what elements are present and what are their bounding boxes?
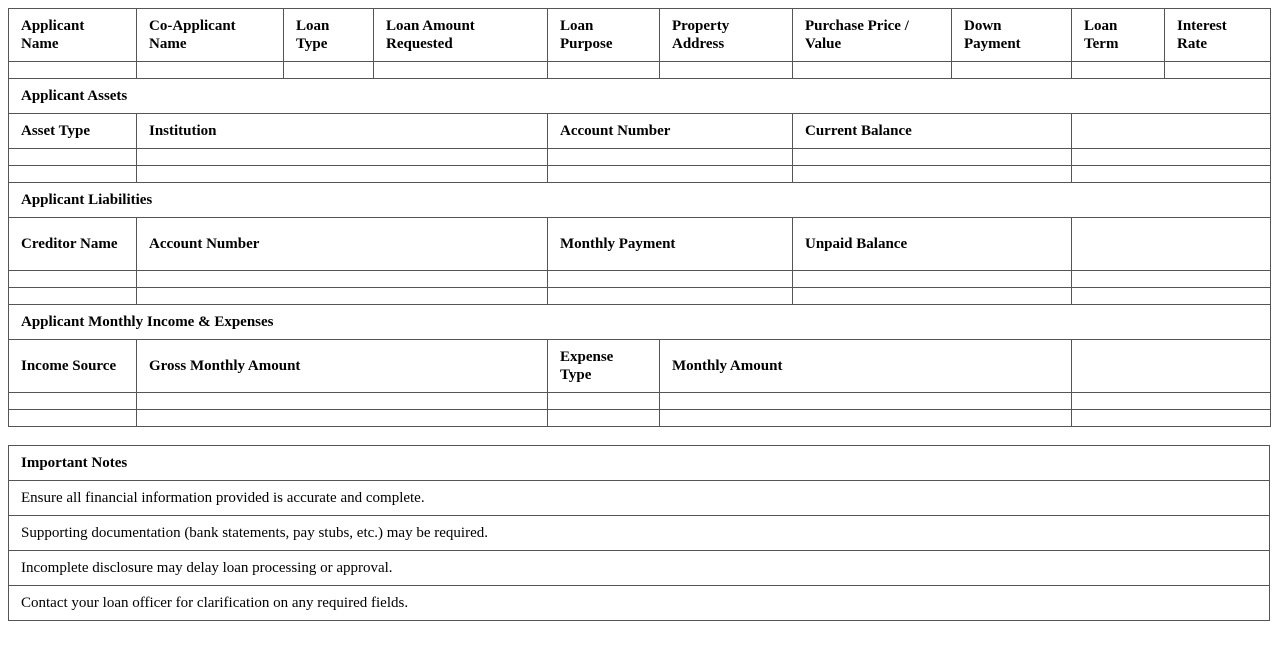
table-cell[interactable] xyxy=(284,62,374,79)
section-title-assets: Applicant Assets xyxy=(9,79,1271,114)
table-row xyxy=(9,410,1271,427)
col-header: Unpaid Balance xyxy=(793,218,1072,271)
table-cell[interactable] xyxy=(9,410,137,427)
col-header: Loan Amount Requested xyxy=(374,9,548,62)
liabilities-header-row xyxy=(9,218,1271,271)
important-notes-table xyxy=(8,445,1270,621)
col-header: Current Balance xyxy=(793,114,1072,149)
table-cell[interactable] xyxy=(548,410,660,427)
table-cell[interactable] xyxy=(9,288,137,305)
col-header: Institution xyxy=(137,114,548,149)
assets-header-row xyxy=(9,114,1271,149)
col-header: Income Source xyxy=(9,340,137,393)
table-cell[interactable] xyxy=(1072,271,1271,288)
table-cell[interactable] xyxy=(548,393,660,410)
col-header: Purchase Price / Value xyxy=(793,9,952,62)
section-title-income-expenses: Applicant Monthly Income & Expenses xyxy=(9,305,1271,340)
col-header: Gross Monthly Amount xyxy=(137,340,548,393)
note-text: Supporting documentation (bank statements, pay stubs, etc.) may be required. xyxy=(9,516,1270,551)
table-cell[interactable] xyxy=(1072,166,1271,183)
table-cell[interactable] xyxy=(137,288,548,305)
col-header: Interest Rate xyxy=(1165,9,1271,62)
col-header: Loan Term xyxy=(1072,9,1165,62)
col-header xyxy=(1072,218,1271,271)
table-cell[interactable] xyxy=(9,62,137,79)
col-header: Down Payment xyxy=(952,9,1072,62)
note-row xyxy=(9,481,1270,516)
table-cell[interactable] xyxy=(548,62,660,79)
table-cell[interactable] xyxy=(9,271,137,288)
table-cell[interactable] xyxy=(137,393,548,410)
table-cell[interactable] xyxy=(137,271,548,288)
table-cell[interactable] xyxy=(137,166,548,183)
col-header: Expense Type xyxy=(548,340,660,393)
table-cell[interactable] xyxy=(548,166,793,183)
note-row xyxy=(9,551,1270,586)
col-header xyxy=(1072,114,1271,149)
col-header xyxy=(1072,340,1271,393)
note-text: Ensure all financial information provided is accurate and complete. xyxy=(9,481,1270,516)
col-header: Asset Type xyxy=(9,114,137,149)
note-text: Incomplete disclosure may delay loan processing or approval. xyxy=(9,551,1270,586)
table-row xyxy=(9,62,1271,79)
table-cell[interactable] xyxy=(9,166,137,183)
col-header: Account Number xyxy=(137,218,548,271)
section-row xyxy=(9,183,1271,218)
table-cell[interactable] xyxy=(660,62,793,79)
notes-title: Important Notes xyxy=(9,446,1270,481)
loan-application-table xyxy=(8,8,1271,427)
table-cell[interactable] xyxy=(548,288,793,305)
table-row xyxy=(9,166,1271,183)
col-header: Monthly Amount xyxy=(660,340,1072,393)
table-cell[interactable] xyxy=(952,62,1072,79)
col-header: Co-Applicant Name xyxy=(137,9,284,62)
col-header: Applicant Name xyxy=(9,9,137,62)
table-cell[interactable] xyxy=(1072,288,1271,305)
table-cell[interactable] xyxy=(660,393,1072,410)
table-row xyxy=(9,271,1271,288)
col-header: Creditor Name xyxy=(9,218,137,271)
table-cell[interactable] xyxy=(1072,62,1165,79)
col-header: Property Address xyxy=(660,9,793,62)
table-cell[interactable] xyxy=(1072,410,1271,427)
notes-header-row xyxy=(9,446,1270,481)
note-row xyxy=(9,516,1270,551)
income-header-row xyxy=(9,340,1271,393)
table-cell[interactable] xyxy=(137,410,548,427)
table-cell[interactable] xyxy=(1072,149,1271,166)
table-cell[interactable] xyxy=(9,393,137,410)
table-cell[interactable] xyxy=(548,271,793,288)
table-cell[interactable] xyxy=(793,288,1072,305)
col-header: Account Number xyxy=(548,114,793,149)
table-cell[interactable] xyxy=(793,149,1072,166)
col-header: Monthly Payment xyxy=(548,218,793,271)
table-row xyxy=(9,149,1271,166)
table-cell[interactable] xyxy=(137,149,548,166)
section-row xyxy=(9,305,1271,340)
table-cell[interactable] xyxy=(374,62,548,79)
table-cell[interactable] xyxy=(1165,62,1271,79)
table-cell[interactable] xyxy=(1072,393,1271,410)
table-cell[interactable] xyxy=(548,149,793,166)
table-cell[interactable] xyxy=(793,271,1072,288)
table-cell[interactable] xyxy=(660,410,1072,427)
main-header-row xyxy=(9,9,1271,62)
section-row xyxy=(9,79,1271,114)
table-cell[interactable] xyxy=(9,149,137,166)
note-text: Contact your loan officer for clarification on any required fields. xyxy=(9,586,1270,621)
section-title-liabilities: Applicant Liabilities xyxy=(9,183,1271,218)
table-cell[interactable] xyxy=(793,166,1072,183)
table-row xyxy=(9,393,1271,410)
table-row xyxy=(9,288,1271,305)
table-cell[interactable] xyxy=(793,62,952,79)
table-cell[interactable] xyxy=(137,62,284,79)
col-header: Loan Type xyxy=(284,9,374,62)
note-row xyxy=(9,586,1270,621)
col-header: Loan Purpose xyxy=(548,9,660,62)
